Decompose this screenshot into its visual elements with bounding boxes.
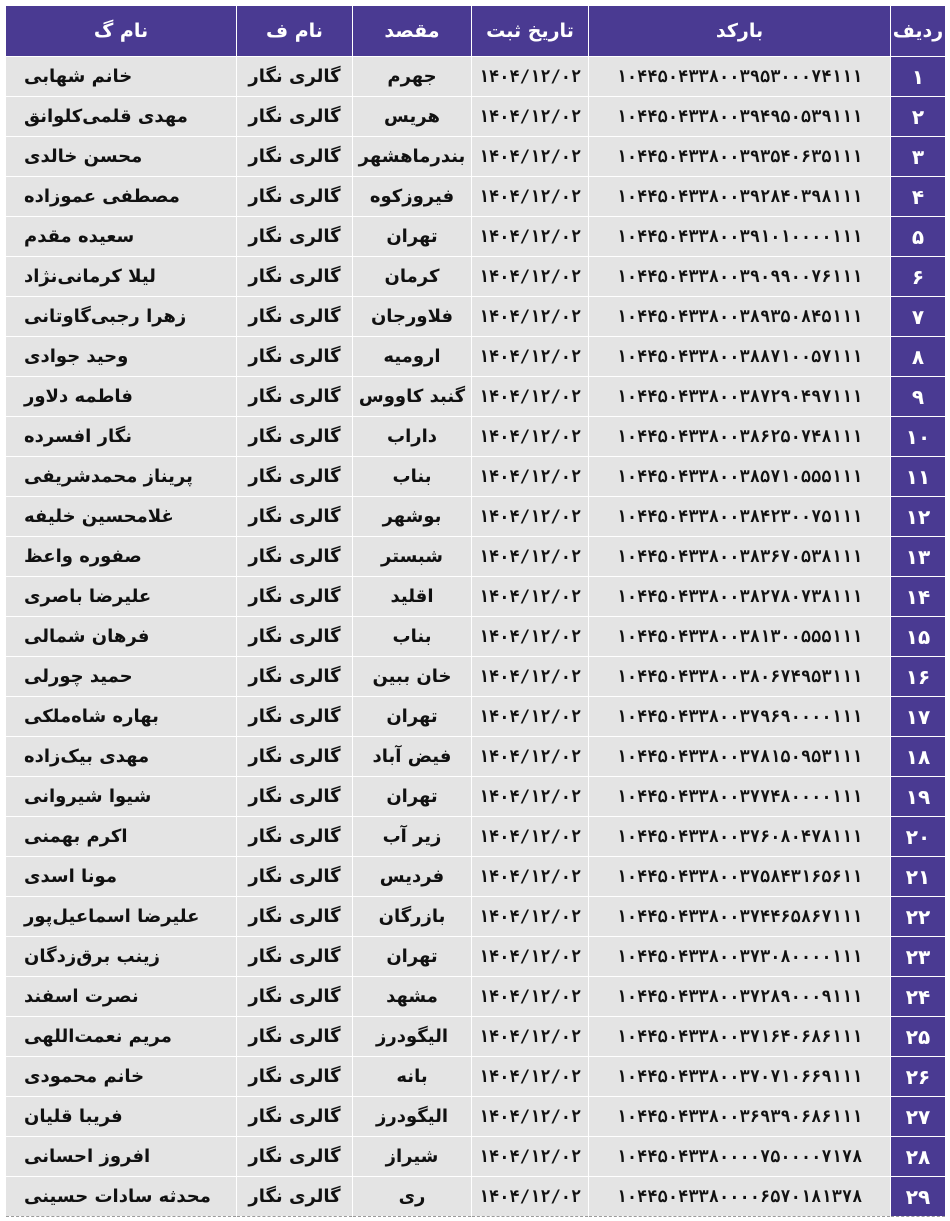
destination-cell: گنبد کاووس (353, 377, 472, 417)
last-name-cell: مونا اسدی (6, 857, 237, 897)
header-last-name: نام گ (6, 6, 237, 57)
date-cell: ۱۴۰۴/۱۲/۰۲ (472, 737, 589, 777)
destination-cell: فیروزکوه (353, 177, 472, 217)
destination-cell: فلاورجان (353, 297, 472, 337)
first-name-cell: گالری نگار (237, 737, 353, 777)
table-row (6, 57, 946, 97)
last-name-cell: حمید چورلی (6, 657, 237, 697)
destination-cell: هریس (353, 97, 472, 137)
last-name-cell: شیوا شیروانی (6, 777, 237, 817)
barcode-cell: ۱۰۴۴۵۰۴۳۳۸۰۰۳۹۵۳۰۰۰۷۴۱۱۱ (589, 57, 891, 97)
row-number-cell: ۲۸ (891, 1137, 946, 1177)
last-name-cell: افروز احسانی (6, 1137, 237, 1177)
table-row (6, 177, 946, 217)
date-cell: ۱۴۰۴/۱۲/۰۲ (472, 377, 589, 417)
barcode-cell: ۱۰۴۴۵۰۴۳۳۸۰۰۳۸۵۷۱۰۵۵۵۱۱۱ (589, 457, 891, 497)
barcode-cell: ۱۰۴۴۵۰۴۳۳۸۰۰۳۸۶۲۵۰۷۴۸۱۱۱ (589, 417, 891, 457)
table-row (6, 697, 946, 737)
first-name-cell: گالری نگار (237, 57, 353, 97)
destination-cell: شیراز (353, 1137, 472, 1177)
destination-cell: کرمان (353, 257, 472, 297)
first-name-cell: گالری نگار (237, 457, 353, 497)
first-name-cell: گالری نگار (237, 817, 353, 857)
barcode-cell: ۱۰۴۴۵۰۴۳۳۸۰۰۳۶۹۳۹۰۶۸۶۱۱۱ (589, 1097, 891, 1137)
first-name-cell: گالری نگار (237, 537, 353, 577)
row-number-cell: ۱ (891, 57, 946, 97)
table-row (6, 937, 946, 977)
first-name-cell: گالری نگار (237, 297, 353, 337)
table-row (6, 537, 946, 577)
first-name-cell: گالری نگار (237, 137, 353, 177)
first-name-cell: گالری نگار (237, 617, 353, 657)
row-number-cell: ۱۰ (891, 417, 946, 457)
header-barcode: بارکد (589, 6, 891, 57)
row-number-cell: ۳ (891, 137, 946, 177)
first-name-cell: گالری نگار (237, 1137, 353, 1177)
date-cell: ۱۴۰۴/۱۲/۰۲ (472, 497, 589, 537)
destination-cell: شبستر (353, 537, 472, 577)
row-number-cell: ۷ (891, 297, 946, 337)
destination-cell: تهران (353, 937, 472, 977)
barcode-cell: ۱۰۴۴۵۰۴۳۳۸۰۰۳۸۷۲۹۰۴۹۷۱۱۱ (589, 377, 891, 417)
destination-cell: بانه (353, 1057, 472, 1097)
date-cell: ۱۴۰۴/۱۲/۰۲ (472, 217, 589, 257)
table-row (6, 857, 946, 897)
last-name-cell: مهدی بیک‌زاده (6, 737, 237, 777)
last-name-cell: خانم شهابی (6, 57, 237, 97)
table-row (6, 777, 946, 817)
table-row (6, 577, 946, 617)
last-name-cell: فاطمه دلاور (6, 377, 237, 417)
last-name-cell: بهاره شاه‌ملکی (6, 697, 237, 737)
table-body (6, 57, 946, 1217)
row-number-cell: ۸ (891, 337, 946, 377)
table-row (6, 977, 946, 1017)
table-row (6, 897, 946, 937)
barcode-cell: ۱۰۴۴۵۰۴۳۳۸۰۰۰۰۶۵۷۰۱۸۱۳۷۸ (589, 1177, 891, 1217)
date-cell: ۱۴۰۴/۱۲/۰۲ (472, 177, 589, 217)
destination-cell: خان ببین (353, 657, 472, 697)
barcode-cell: ۱۰۴۴۵۰۴۳۳۸۰۰۳۷۸۱۵۰۹۵۳۱۱۱ (589, 737, 891, 777)
row-number-cell: ۱۳ (891, 537, 946, 577)
barcode-cell: ۱۰۴۴۵۰۴۳۳۸۰۰۰۰۷۵۰۰۰۰۷۱۷۸ (589, 1137, 891, 1177)
date-cell: ۱۴۰۴/۱۲/۰۲ (472, 457, 589, 497)
row-number-cell: ۴ (891, 177, 946, 217)
date-cell: ۱۴۰۴/۱۲/۰۲ (472, 297, 589, 337)
row-number-cell: ۱۸ (891, 737, 946, 777)
destination-cell: الیگودرز (353, 1017, 472, 1057)
destination-cell: زیر آب (353, 817, 472, 857)
last-name-cell: خانم محمودی (6, 1057, 237, 1097)
barcode-cell: ۱۰۴۴۵۰۴۳۳۸۰۰۳۷۵۸۴۳۱۶۵۶۱۱ (589, 857, 891, 897)
date-cell: ۱۴۰۴/۱۲/۰۲ (472, 1137, 589, 1177)
first-name-cell: گالری نگار (237, 337, 353, 377)
row-number-cell: ۱۱ (891, 457, 946, 497)
destination-cell: تهران (353, 777, 472, 817)
date-cell: ۱۴۰۴/۱۲/۰۲ (472, 897, 589, 937)
destination-cell: تهران (353, 217, 472, 257)
destination-cell: فیض آباد (353, 737, 472, 777)
header-first-name: نام ف (237, 6, 353, 57)
destination-cell: تهران (353, 697, 472, 737)
destination-cell: ارومیه (353, 337, 472, 377)
first-name-cell: گالری نگار (237, 977, 353, 1017)
date-cell: ۱۴۰۴/۱۲/۰۲ (472, 657, 589, 697)
row-number-cell: ۵ (891, 217, 946, 257)
table-row (6, 1057, 946, 1097)
last-name-cell: مریم نعمت‌اللهی (6, 1017, 237, 1057)
date-cell: ۱۴۰۴/۱۲/۰۲ (472, 857, 589, 897)
table-row (6, 457, 946, 497)
barcode-cell: ۱۰۴۴۵۰۴۳۳۸۰۰۳۸۱۳۰۰۵۵۵۱۱۱ (589, 617, 891, 657)
last-name-cell: وحید جوادی (6, 337, 237, 377)
last-name-cell: علیرضا باصری (6, 577, 237, 617)
table-row (6, 497, 946, 537)
first-name-cell: گالری نگار (237, 1177, 353, 1217)
row-number-cell: ۲ (891, 97, 946, 137)
destination-cell: بناب (353, 617, 472, 657)
date-cell: ۱۴۰۴/۱۲/۰۲ (472, 97, 589, 137)
header-destination: مقصد (353, 6, 472, 57)
first-name-cell: گالری نگار (237, 257, 353, 297)
barcode-cell: ۱۰۴۴۵۰۴۳۳۸۰۰۳۹۲۸۴۰۳۹۸۱۱۱ (589, 177, 891, 217)
barcode-cell: ۱۰۴۴۵۰۴۳۳۸۰۰۳۷۴۴۶۵۸۶۷۱۱۱ (589, 897, 891, 937)
barcode-cell: ۱۰۴۴۵۰۴۳۳۸۰۰۳۸۴۲۳۰۰۷۵۱۱۱ (589, 497, 891, 537)
table-row (6, 417, 946, 457)
barcode-cell: ۱۰۴۴۵۰۴۳۳۸۰۰۳۸۳۶۷۰۵۳۸۱۱۱ (589, 537, 891, 577)
last-name-cell: فرهان شمالی (6, 617, 237, 657)
barcode-cell: ۱۰۴۴۵۰۴۳۳۸۰۰۳۸۰۶۷۴۹۵۳۱۱۱ (589, 657, 891, 697)
barcode-cell: ۱۰۴۴۵۰۴۳۳۸۰۰۳۷۹۶۹۰۰۰۰۱۱۱ (589, 697, 891, 737)
table-row (6, 97, 946, 137)
table-row (6, 1017, 946, 1057)
barcode-cell: ۱۰۴۴۵۰۴۳۳۸۰۰۳۹۳۵۴۰۶۳۵۱۱۱ (589, 137, 891, 177)
last-name-cell: علیرضا اسماعیل‌پور (6, 897, 237, 937)
destination-cell: فردیس (353, 857, 472, 897)
row-number-cell: ۱۷ (891, 697, 946, 737)
date-cell: ۱۴۰۴/۱۲/۰۲ (472, 537, 589, 577)
table-row (6, 1137, 946, 1177)
date-cell: ۱۴۰۴/۱۲/۰۲ (472, 1177, 589, 1217)
first-name-cell: گالری نگار (237, 497, 353, 537)
last-name-cell: اکرم بهمنی (6, 817, 237, 857)
row-number-cell: ۲۰ (891, 817, 946, 857)
first-name-cell: گالری نگار (237, 857, 353, 897)
row-number-cell: ۱۴ (891, 577, 946, 617)
last-name-cell: مهدی قلمی‌کلوانق (6, 97, 237, 137)
last-name-cell: غلامحسین خلیفه (6, 497, 237, 537)
row-number-cell: ۲۴ (891, 977, 946, 1017)
table-row (6, 817, 946, 857)
first-name-cell: گالری نگار (237, 217, 353, 257)
first-name-cell: گالری نگار (237, 97, 353, 137)
date-cell: ۱۴۰۴/۱۲/۰۲ (472, 977, 589, 1017)
barcode-cell: ۱۰۴۴۵۰۴۳۳۸۰۰۳۸۸۷۱۰۰۵۷۱۱۱ (589, 337, 891, 377)
date-cell: ۱۴۰۴/۱۲/۰۲ (472, 337, 589, 377)
row-number-cell: ۲۳ (891, 937, 946, 977)
destination-cell: ری (353, 1177, 472, 1217)
barcode-cell: ۱۰۴۴۵۰۴۳۳۸۰۰۳۸۹۳۵۰۸۴۵۱۱۱ (589, 297, 891, 337)
first-name-cell: گالری نگار (237, 1097, 353, 1137)
row-number-cell: ۲۶ (891, 1057, 946, 1097)
barcode-cell: ۱۰۴۴۵۰۴۳۳۸۰۰۳۹۱۰۱۰۰۰۰۱۱۱ (589, 217, 891, 257)
first-name-cell: گالری نگار (237, 937, 353, 977)
row-number-cell: ۱۲ (891, 497, 946, 537)
barcode-cell: ۱۰۴۴۵۰۴۳۳۸۰۰۳۹۴۹۵۰۵۳۹۱۱۱ (589, 97, 891, 137)
header-row (6, 6, 946, 57)
date-cell: ۱۴۰۴/۱۲/۰۲ (472, 57, 589, 97)
row-number-cell: ۶ (891, 257, 946, 297)
row-number-cell: ۱۵ (891, 617, 946, 657)
first-name-cell: گالری نگار (237, 1017, 353, 1057)
table-row (6, 337, 946, 377)
table-row (6, 137, 946, 177)
last-name-cell: مصطفی عموزاده (6, 177, 237, 217)
destination-cell: جهرم (353, 57, 472, 97)
last-name-cell: پریناز محمدشریفی (6, 457, 237, 497)
barcode-cell: ۱۰۴۴۵۰۴۳۳۸۰۰۳۷۷۴۸۰۰۰۰۱۱۱ (589, 777, 891, 817)
date-cell: ۱۴۰۴/۱۲/۰۲ (472, 1097, 589, 1137)
row-number-cell: ۹ (891, 377, 946, 417)
row-number-cell: ۱۶ (891, 657, 946, 697)
date-cell: ۱۴۰۴/۱۲/۰۲ (472, 417, 589, 457)
row-number-cell: ۲۵ (891, 1017, 946, 1057)
header-row-number: ردیف (891, 6, 946, 57)
destination-cell: اقلید (353, 577, 472, 617)
date-cell: ۱۴۰۴/۱۲/۰۲ (472, 257, 589, 297)
first-name-cell: گالری نگار (237, 1057, 353, 1097)
destination-cell: بندرماهشهر (353, 137, 472, 177)
date-cell: ۱۴۰۴/۱۲/۰۲ (472, 1057, 589, 1097)
barcode-cell: ۱۰۴۴۵۰۴۳۳۸۰۰۳۷۳۰۸۰۰۰۰۱۱۱ (589, 937, 891, 977)
destination-cell: بناب (353, 457, 472, 497)
date-cell: ۱۴۰۴/۱۲/۰۲ (472, 697, 589, 737)
date-cell: ۱۴۰۴/۱۲/۰۲ (472, 937, 589, 977)
date-cell: ۱۴۰۴/۱۲/۰۲ (472, 1017, 589, 1057)
first-name-cell: گالری نگار (237, 377, 353, 417)
last-name-cell: نصرت اسفند (6, 977, 237, 1017)
last-name-cell: صفوره واعظ (6, 537, 237, 577)
first-name-cell: گالری نگار (237, 577, 353, 617)
last-name-cell: زهرا رجبی‌گاوتانی (6, 297, 237, 337)
first-name-cell: گالری نگار (237, 657, 353, 697)
date-cell: ۱۴۰۴/۱۲/۰۲ (472, 617, 589, 657)
barcode-cell: ۱۰۴۴۵۰۴۳۳۸۰۰۳۷۰۷۱۰۶۶۹۱۱۱ (589, 1057, 891, 1097)
first-name-cell: گالری نگار (237, 897, 353, 937)
header-date: تاریخ ثبت (472, 6, 589, 57)
row-number-cell: ۲۷ (891, 1097, 946, 1137)
table-row (6, 737, 946, 777)
table-row (6, 297, 946, 337)
date-cell: ۱۴۰۴/۱۲/۰۲ (472, 137, 589, 177)
date-cell: ۱۴۰۴/۱۲/۰۲ (472, 777, 589, 817)
destination-cell: داراب (353, 417, 472, 457)
last-name-cell: لیلا کرمانی‌نژاد (6, 257, 237, 297)
barcode-cell: ۱۰۴۴۵۰۴۳۳۸۰۰۳۷۲۸۹۰۰۰۹۱۱۱ (589, 977, 891, 1017)
table-row (6, 217, 946, 257)
row-number-cell: ۲۱ (891, 857, 946, 897)
destination-cell: مشهد (353, 977, 472, 1017)
table-row (6, 657, 946, 697)
table-row (6, 1097, 946, 1137)
destination-cell: بازرگان (353, 897, 472, 937)
first-name-cell: گالری نگار (237, 697, 353, 737)
shipments-sheet (5, 5, 945, 1217)
first-name-cell: گالری نگار (237, 777, 353, 817)
destination-cell: الیگودرز (353, 1097, 472, 1137)
last-name-cell: محسن خالدی (6, 137, 237, 177)
first-name-cell: گالری نگار (237, 177, 353, 217)
date-cell: ۱۴۰۴/۱۲/۰۲ (472, 577, 589, 617)
destination-cell: بوشهر (353, 497, 472, 537)
table-row (6, 257, 946, 297)
barcode-cell: ۱۰۴۴۵۰۴۳۳۸۰۰۳۷۱۶۴۰۶۸۶۱۱۱ (589, 1017, 891, 1057)
table-row (6, 1177, 946, 1217)
row-number-cell: ۱۹ (891, 777, 946, 817)
last-name-cell: سعیده مقدم (6, 217, 237, 257)
row-number-cell: ۲۲ (891, 897, 946, 937)
last-name-cell: محدثه سادات حسینی (6, 1177, 237, 1217)
date-cell: ۱۴۰۴/۱۲/۰۲ (472, 817, 589, 857)
last-name-cell: نگار افسرده (6, 417, 237, 457)
table-row (6, 617, 946, 657)
barcode-cell: ۱۰۴۴۵۰۴۳۳۸۰۰۳۷۶۰۸۰۴۷۸۱۱۱ (589, 817, 891, 857)
row-number-cell: ۲۹ (891, 1177, 946, 1217)
barcode-cell: ۱۰۴۴۵۰۴۳۳۸۰۰۳۸۲۷۸۰۷۳۸۱۱۱ (589, 577, 891, 617)
barcode-cell: ۱۰۴۴۵۰۴۳۳۸۰۰۳۹۰۹۹۰۰۷۶۱۱۱ (589, 257, 891, 297)
first-name-cell: گالری نگار (237, 417, 353, 457)
shipments-table (5, 5, 946, 1217)
table-row (6, 377, 946, 417)
last-name-cell: فریبا قلیان (6, 1097, 237, 1137)
last-name-cell: زینب برق‌زدگان (6, 937, 237, 977)
